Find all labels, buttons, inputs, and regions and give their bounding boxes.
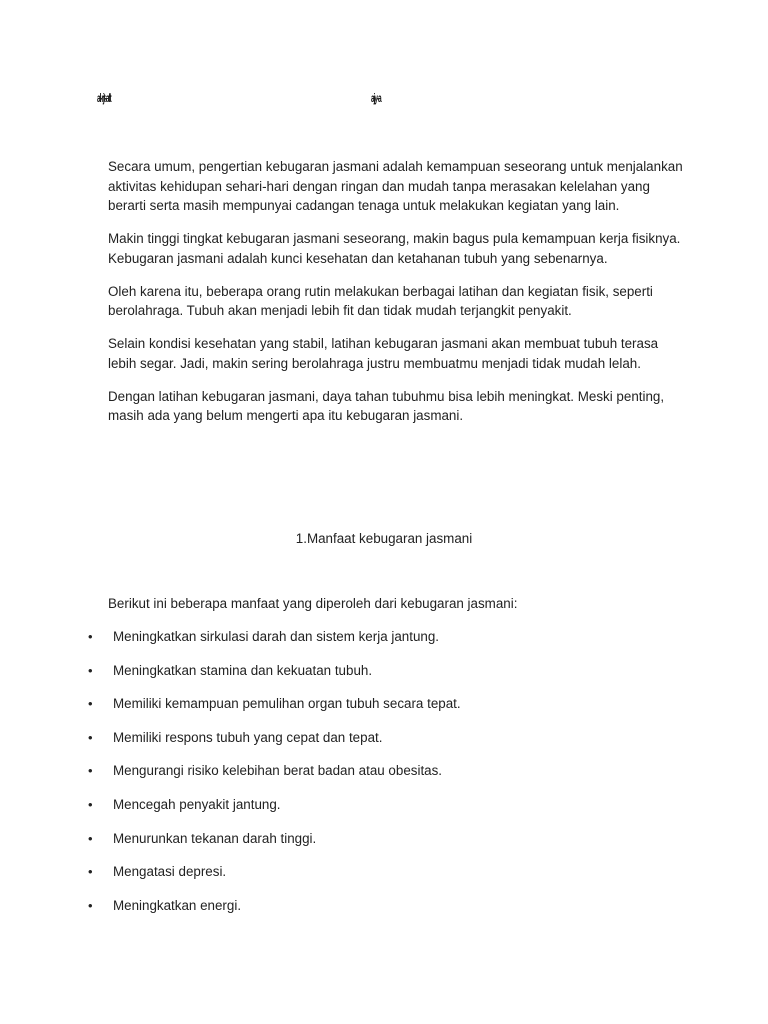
list-item-text: Meningkatkan sirkulasi darah dan sistem kerja jantung. [113,629,440,644]
list-item-text: Mengurangi risiko kelebihan berat badan atau obesitas. [113,763,443,779]
list-item [0,862,768,896]
list-item [0,728,768,762]
list-item-text: Memiliki kemampuan pemulihan organ tubuh secara tepat. [113,696,461,712]
list-item-text: Mencegah penyakit jantung. [113,796,281,812]
benefit-list [0,627,768,929]
paragraph-3: Oleh karena itu, beberapa orang rutin melakukan berbagai latihan dan kegiatan fisik, seperti berolahraga. Tubuh akan menjadi lebih fit dan tidak mudah terjangkit penyakit. [108,283,653,318]
list-item-text: Meningkatkan energi. [113,897,242,913]
bullet-icon: • [88,696,93,712]
bullet-icon: • [88,796,93,812]
list-item [0,896,768,930]
paragraph-1: Secara umum, pengertian kebugaran jasmani adalah kemampuan seseorang untuk menjalankan aktivitas kehidupan sehari-hari dengan ringan dan mudah tanpa merasakan kelelahan yang berarti serta masih mempunyai cadangan tenaga untuk melakukan kegiatan yang lain. [108,159,683,213]
bullet-icon: • [88,729,93,745]
paragraph-4: Selain kondisi kesehatan yang stabil, latihan kebugaran jasmani akan membuat tubuh terasa lebih segar. Jadi, makin sering berolahraga justru membuatmu menjadi tidak mudah lelah. [108,336,659,371]
header-left-text: al-rjt-aft [97,91,111,105]
header-right-text: ajy-a [371,91,381,105]
list-item [0,694,768,728]
list-item [0,661,768,695]
bullet-icon: • [88,864,93,880]
bullet-icon: • [88,629,93,644]
paragraph-2: Makin tinggi tingkat kebugaran jasmani seseorang, makin bagus pula kemampuan kerja fisiknya. Kebugaran jasmani adalah kunci kesehatan dan ketahanan tubuh yang sebenarnya. [108,231,681,266]
list-item [0,627,768,661]
bullet-icon: • [88,897,93,913]
body-paragraphs [108,157,683,439]
bullet-icon: • [88,662,93,678]
list-item-text: Menurunkan tekanan darah tinggi. [113,830,317,846]
bullet-icon: • [88,763,93,779]
paragraph-5: Dengan latihan kebugaran jasmani, daya tahan tubuhmu bisa lebih meningkat. Meski penting, masih ada yang belum mengerti apa itu kebugaran jasmani. [108,388,665,423]
section-intro: Berikut ini beberapa manfaat yang diperoleh dari kebugaran jasmani: [108,596,518,611]
list-item-text: Mengatasi depresi. [113,864,227,880]
list-item [0,829,768,863]
list-item [0,761,768,795]
list-item-text: Meningkatkan stamina dan kekuatan tubuh. [113,662,373,678]
list-item [0,795,768,829]
section-heading: 1.Manfaat kebugaran jasmani [295,531,473,546]
list-item-text: Memiliki respons tubuh yang cepat dan tepat. [113,729,383,745]
bullet-icon: • [88,830,93,846]
